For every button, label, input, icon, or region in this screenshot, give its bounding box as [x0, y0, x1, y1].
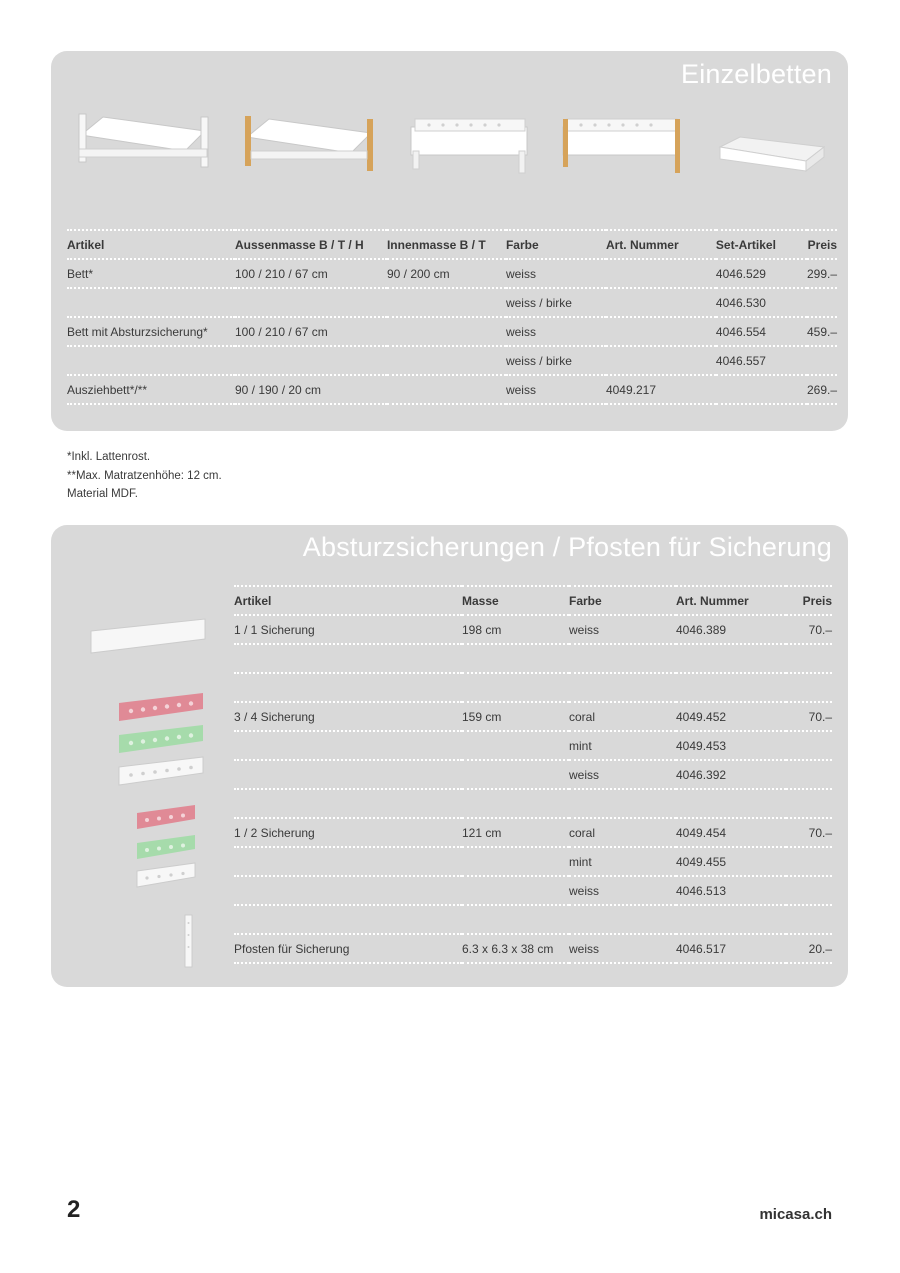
- cell-artikel: 3 / 4 Sicherung: [234, 702, 462, 731]
- cell-preis: 70.–: [786, 702, 832, 731]
- cell-artikel: Bett*: [67, 259, 235, 288]
- table-row: [234, 731, 832, 760]
- column-header-aussenmasse: Aussenmasse B / T / H: [235, 230, 387, 259]
- cell-set-artikel: 4046.554: [716, 317, 807, 346]
- bed-safety-white-image: [409, 113, 534, 175]
- cell-art-nummer: 4046.389: [676, 615, 786, 644]
- footnotes: [67, 448, 222, 504]
- cell-farbe: weiss: [569, 876, 676, 905]
- section-title-einzelbetten: Einzelbetten: [680, 59, 832, 89]
- table-row: [234, 934, 832, 963]
- cell-preis: 269.–: [807, 375, 837, 404]
- column-header-art-nummer: Art. Nummer: [606, 230, 716, 259]
- table-header-row: [234, 586, 832, 615]
- cell-masse: [462, 963, 569, 992]
- bed-safety-birch-image: [561, 113, 686, 175]
- cell-masse: [462, 760, 569, 789]
- cell-artikel: [67, 346, 235, 375]
- bed-white-image: [75, 109, 210, 171]
- cell-art-nummer: [606, 288, 716, 317]
- column-header-innenmasse: Innenmasse B / T: [387, 230, 506, 259]
- cell-artikel: [234, 905, 462, 934]
- cell-artikel: [67, 288, 235, 317]
- rail-1-2-mint-image: [135, 833, 199, 863]
- cell-artikel: [234, 731, 462, 760]
- cell-artikel: [234, 673, 462, 702]
- table-row: [67, 317, 837, 346]
- column-header-preis: Preis: [807, 230, 837, 259]
- cell-masse: [462, 789, 569, 818]
- cell-art-nummer: [676, 789, 786, 818]
- cell-preis: 459.–: [807, 317, 837, 346]
- cell-preis: 70.–: [786, 615, 832, 644]
- cell-art-nummer: 4046.517: [676, 934, 786, 963]
- cell-aussenmasse: [235, 288, 387, 317]
- cell-aussenmasse: 90 / 190 / 20 cm: [235, 375, 387, 404]
- cell-farbe: [569, 673, 676, 702]
- table-row: [234, 615, 832, 644]
- table-row: [67, 346, 837, 375]
- cell-art-nummer: 4046.392: [676, 760, 786, 789]
- cell-preis: [786, 905, 832, 934]
- cell-masse: 121 cm: [462, 818, 569, 847]
- cell-artikel: [234, 876, 462, 905]
- table-row: [234, 760, 832, 789]
- post-image: [181, 913, 197, 969]
- cell-preis: [786, 789, 832, 818]
- cell-farbe: coral: [569, 702, 676, 731]
- cell-masse: 6.3 x 6.3 x 38 cm: [462, 934, 569, 963]
- cell-art-nummer: [676, 963, 786, 992]
- footnote: *Inkl. Lattenrost.: [67, 451, 151, 463]
- cell-farbe: mint: [569, 731, 676, 760]
- website-url: micasa.ch: [759, 1206, 832, 1223]
- cell-preis: [786, 760, 832, 789]
- cell-art-nummer: 4049.454: [676, 818, 786, 847]
- column-header-farbe: Farbe: [569, 586, 676, 615]
- cell-masse: [462, 731, 569, 760]
- cell-artikel: [234, 847, 462, 876]
- cell-preis: 299.–: [807, 259, 837, 288]
- einzelbetten-panel: [51, 51, 848, 431]
- rail-1-2-white-image: [135, 861, 199, 891]
- cell-artikel: Ausziehbett*/**: [67, 375, 235, 404]
- column-header-farbe: Farbe: [506, 230, 606, 259]
- cell-preis: 70.–: [786, 818, 832, 847]
- table-header-row: [67, 230, 837, 259]
- cell-artikel: [234, 760, 462, 789]
- column-header-set-artikel: Set-Artikel: [716, 230, 807, 259]
- cell-farbe: weiss: [569, 615, 676, 644]
- cell-masse: [462, 673, 569, 702]
- cell-art-nummer: [676, 905, 786, 934]
- cell-preis: [786, 731, 832, 760]
- table-row: [234, 905, 832, 934]
- rail-1-2-coral-image: [135, 803, 199, 833]
- trundle-bed-image: [718, 135, 828, 175]
- cell-artikel: 1 / 1 Sicherung: [234, 615, 462, 644]
- table-row: [234, 818, 832, 847]
- cell-art-nummer: [606, 317, 716, 346]
- cell-masse: [462, 876, 569, 905]
- table-row: [234, 963, 832, 992]
- cell-art-nummer: [676, 644, 786, 673]
- cell-preis: [786, 847, 832, 876]
- footnote: **Max. Matratzenhöhe: 12 cm.: [67, 469, 222, 482]
- column-header-masse: Masse: [462, 586, 569, 615]
- cell-set-artikel: 4046.557: [716, 346, 807, 375]
- cell-farbe: weiss: [569, 760, 676, 789]
- cell-innenmasse: [387, 375, 506, 404]
- cell-farbe: [569, 905, 676, 934]
- cell-art-nummer: 4049.452: [676, 702, 786, 731]
- cell-aussenmasse: [235, 346, 387, 375]
- cell-preis: [807, 288, 837, 317]
- cell-farbe: mint: [569, 847, 676, 876]
- cell-preis: 20.–: [786, 934, 832, 963]
- bed-birch-image: [241, 111, 376, 173]
- rail-3-4-coral-image: [117, 691, 207, 725]
- footnote: Material MDF.: [67, 488, 138, 500]
- table-row: [67, 375, 837, 404]
- section-title-absturzsicherungen: Absturzsicherungen / Pfosten für Sicherung: [302, 532, 832, 562]
- cell-farbe: weiss: [569, 934, 676, 963]
- cell-artikel: Bett mit Absturzsicherung*: [67, 317, 235, 346]
- cell-masse: [462, 847, 569, 876]
- cell-farbe: [569, 789, 676, 818]
- cell-farbe: [569, 644, 676, 673]
- cell-artikel: 1 / 2 Sicherung: [234, 818, 462, 847]
- cell-art-nummer: 4046.513: [676, 876, 786, 905]
- cell-preis: [786, 673, 832, 702]
- table-row: [234, 847, 832, 876]
- table-row: [234, 702, 832, 731]
- cell-set-artikel: 4046.529: [716, 259, 807, 288]
- cell-masse: [462, 905, 569, 934]
- cell-preis: [786, 876, 832, 905]
- column-header-preis: Preis: [786, 586, 832, 615]
- einzelbetten-table: [67, 229, 837, 405]
- cell-set-artikel: 4046.530: [716, 288, 807, 317]
- cell-farbe: weiss: [506, 375, 606, 404]
- column-header-artikel: Artikel: [67, 230, 235, 259]
- cell-farbe: [569, 963, 676, 992]
- column-header-art-nummer: Art. Nummer: [676, 586, 786, 615]
- table-row: [234, 644, 832, 673]
- cell-masse: [462, 644, 569, 673]
- table-row: [67, 288, 837, 317]
- cell-art-nummer: [676, 673, 786, 702]
- cell-masse: 198 cm: [462, 615, 569, 644]
- cell-artikel: [234, 963, 462, 992]
- cell-preis: [807, 346, 837, 375]
- cell-farbe: weiss: [506, 317, 606, 346]
- cell-farbe: weiss: [506, 259, 606, 288]
- table-row: [67, 259, 837, 288]
- cell-preis: [786, 644, 832, 673]
- cell-art-nummer: 4049.455: [676, 847, 786, 876]
- page-number: 2: [67, 1196, 81, 1223]
- cell-innenmasse: 90 / 200 cm: [387, 259, 506, 288]
- table-row: [234, 876, 832, 905]
- cell-art-nummer: [606, 346, 716, 375]
- cell-masse: 159 cm: [462, 702, 569, 731]
- cell-set-artikel: [716, 375, 807, 404]
- cell-innenmasse: [387, 288, 506, 317]
- column-header-artikel: Artikel: [234, 586, 462, 615]
- rail-1-1-image: [89, 617, 209, 657]
- cell-innenmasse: [387, 317, 506, 346]
- cell-innenmasse: [387, 346, 506, 375]
- cell-artikel: [234, 644, 462, 673]
- table-row: [234, 789, 832, 818]
- cell-preis: [786, 963, 832, 992]
- cell-farbe: weiss / birke: [506, 346, 606, 375]
- cell-art-nummer: [606, 259, 716, 288]
- table-row: [234, 673, 832, 702]
- absturzsicherungen-panel: [51, 525, 848, 987]
- cell-aussenmasse: 100 / 210 / 67 cm: [235, 259, 387, 288]
- absturzsicherungen-table: [234, 585, 832, 993]
- cell-art-nummer: 4049.217: [606, 375, 716, 404]
- cell-farbe: coral: [569, 818, 676, 847]
- cell-art-nummer: 4049.453: [676, 731, 786, 760]
- cell-farbe: weiss / birke: [506, 288, 606, 317]
- rail-3-4-mint-image: [117, 723, 207, 757]
- rail-3-4-white-image: [117, 755, 207, 789]
- cell-artikel: [234, 789, 462, 818]
- cell-aussenmasse: 100 / 210 / 67 cm: [235, 317, 387, 346]
- cell-artikel: Pfosten für Sicherung: [234, 934, 462, 963]
